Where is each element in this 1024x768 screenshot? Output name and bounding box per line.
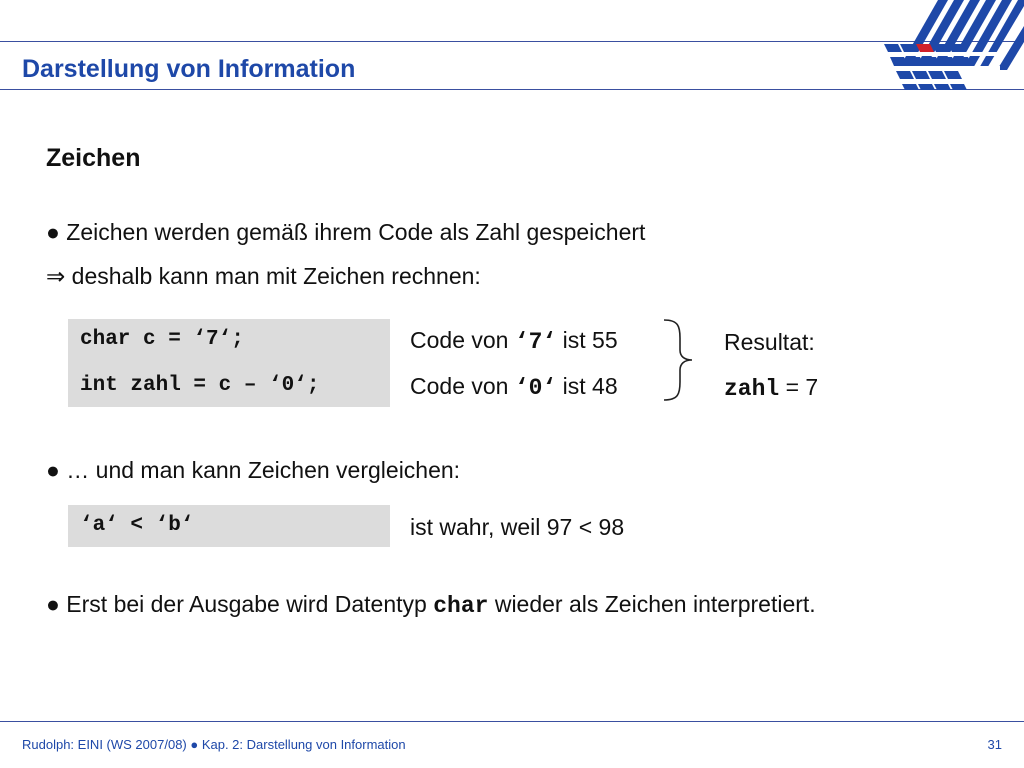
section-heading: Zeichen bbox=[46, 144, 141, 172]
code-note-literal: ‘0‘ bbox=[514, 375, 557, 401]
result-variable: zahl bbox=[724, 376, 780, 402]
code-line-char: char c = ‘7‘; bbox=[80, 328, 244, 351]
code-note-prefix: Code von bbox=[410, 327, 515, 353]
compare-note: ist wahr, weil 97 < 98 bbox=[410, 514, 625, 540]
implies-arrow-icon: ⇒ bbox=[46, 263, 66, 289]
result-value: = 7 bbox=[779, 374, 819, 400]
code-line-compare: ‘a‘ < ‘b‘ bbox=[80, 514, 194, 537]
bullet-output-type: char bbox=[433, 593, 489, 619]
code-note-7 bbox=[410, 326, 618, 356]
implication-line bbox=[46, 262, 481, 290]
page-number: 31 bbox=[987, 737, 1002, 752]
code-line-int: int zahl = c – ‘0‘; bbox=[80, 374, 320, 397]
code-block-arithmetic bbox=[68, 319, 390, 407]
curly-brace-icon bbox=[660, 318, 700, 402]
code-block-compare bbox=[68, 505, 390, 547]
code-note-prefix: Code von bbox=[410, 373, 515, 399]
implication-text: deshalb kann man mit Zeichen rechnen: bbox=[71, 263, 481, 289]
bullet-output bbox=[46, 590, 816, 620]
bullet-code-storage: ● Zeichen werden gemäß ihrem Code als Zahl gespeichert bbox=[46, 219, 646, 245]
header-rule-top bbox=[0, 41, 1024, 42]
code-note-0 bbox=[410, 372, 618, 402]
code-note-suffix: ist 48 bbox=[556, 373, 618, 399]
bullet-compare: ● … und man kann Zeichen vergleichen: bbox=[46, 457, 461, 483]
header-rule-bottom bbox=[0, 89, 1024, 90]
slide-title: Darstellung von Information bbox=[22, 55, 356, 83]
code-note-suffix: ist 55 bbox=[556, 327, 618, 353]
bullet-output-prefix: ● Erst bei der Ausgabe wird Datentyp bbox=[46, 591, 434, 617]
footer-rule bbox=[0, 721, 1024, 722]
footer-text: Rudolph: EINI (WS 2007/08) ● Kap. 2: Darstellung von Information bbox=[22, 737, 406, 752]
tu-dortmund-logo-icon bbox=[880, 0, 1024, 92]
result-value-line bbox=[724, 373, 818, 403]
code-note-literal: ‘7‘ bbox=[514, 329, 557, 355]
result-label: Resultat: bbox=[724, 329, 815, 355]
bullet-output-suffix: wieder als Zeichen interpretiert. bbox=[488, 591, 816, 617]
